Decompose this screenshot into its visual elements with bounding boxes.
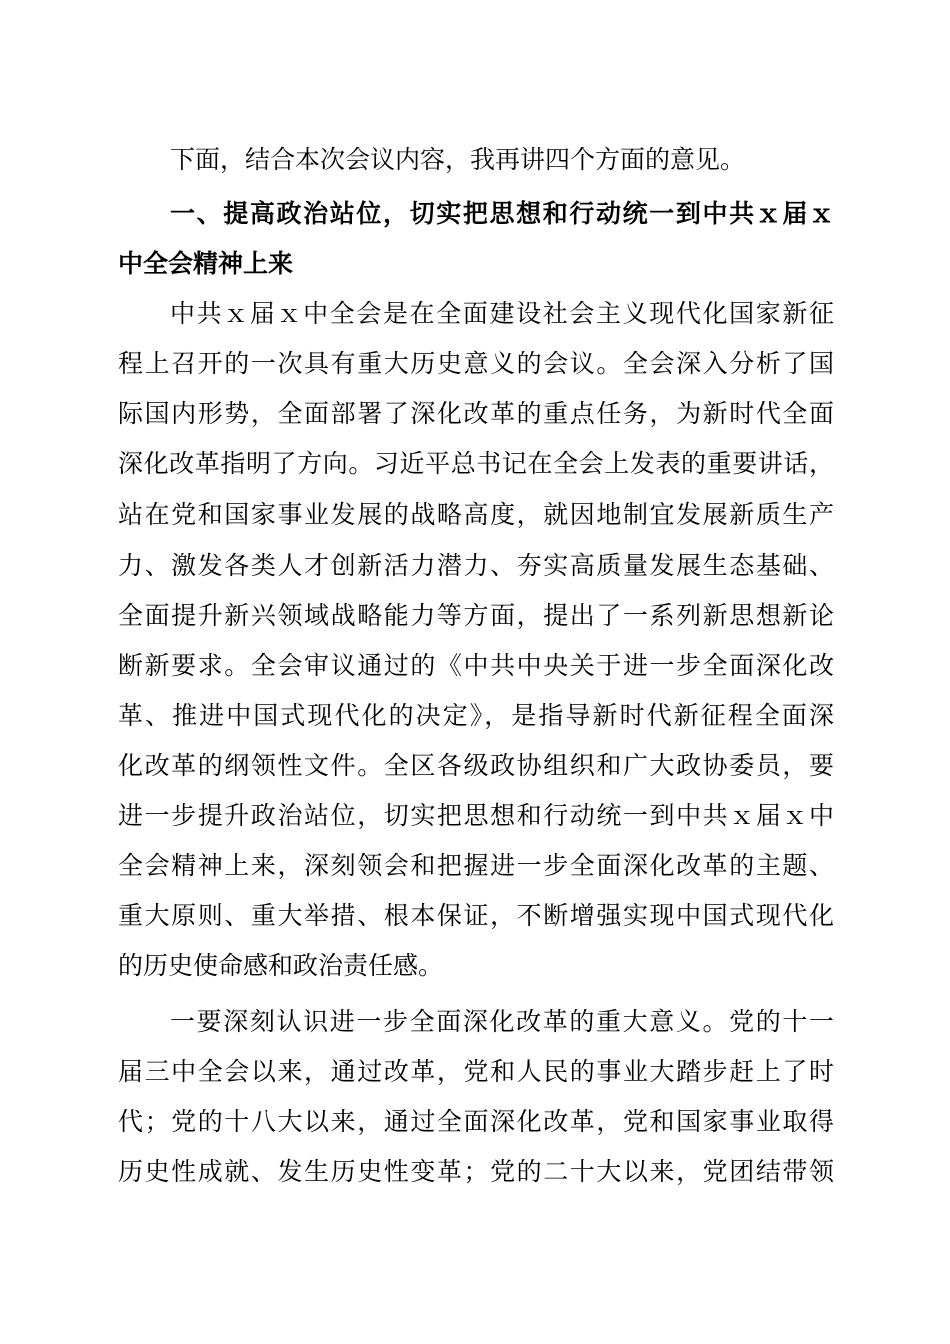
paragraph-line: 全会精神上来，深刻领会和把握进一步全面深化改革的主题、 xyxy=(118,851,834,880)
section-heading-line-2: 中全会精神上来 xyxy=(118,249,294,278)
paragraph-line: 届三中全会以来，通过改革，党和人民的事业大踏步赶上了时 xyxy=(118,1057,834,1086)
paragraph-line: 重大原则、重大举措、根本保证，不断增强实现中国式现代化 xyxy=(118,901,834,930)
paragraph-line: 进一步提升政治站位，切实把思想和行动统一到中共ｘ届ｘ中 xyxy=(118,801,834,830)
paragraph-line: 化改革的纲领性文件。全区各级政协组织和广大政协委员，要 xyxy=(118,751,834,780)
paragraph-line: 际国内形势，全面部署了深化改革的重点任务，为新时代全面 xyxy=(118,399,834,428)
paragraph-line: 中共ｘ届ｘ中全会是在全面建设社会主义现代化国家新征 xyxy=(170,299,834,328)
paragraph-line: 全面提升新兴领域战略能力等方面，提出了一系列新思想新论 xyxy=(118,601,834,630)
section-heading-line-1: 一、提高政治站位，切实把思想和行动统一到中共ｘ届ｘ xyxy=(170,199,834,228)
paragraph-line: 力、激发各类人才创新活力潜力、夯实高质量发展生态基础、 xyxy=(118,551,834,580)
paragraph-line: 程上召开的一次具有重大历史意义的会议。全会深入分析了国 xyxy=(118,349,834,378)
paragraph-line: 断新要求。全会审议通过的《中共中央关于进一步全面深化改 xyxy=(118,651,834,680)
paragraph-line: 的历史使命感和政治责任感。 xyxy=(118,951,444,980)
paragraph-line: 深化改革指明了方向。习近平总书记在全会上发表的重要讲话， xyxy=(118,449,834,478)
paragraph-line: 革、推进中国式现代化的决定》，是指导新时代新征程全面深 xyxy=(118,701,834,730)
intro-line: 下面，结合本次会议内容，我再讲四个方面的意见。 xyxy=(170,145,746,174)
paragraph-line: 代；党的十八大以来，通过全面深化改革，党和国家事业取得 xyxy=(118,1107,834,1136)
paragraph-line: 一要深刻认识进一步全面深化改革的重大意义。党的十一 xyxy=(170,1007,834,1036)
paragraph-line: 历史性成就、发生历史性变革；党的二十大以来，党团结带领 xyxy=(118,1157,834,1186)
paragraph-line: 站在党和国家事业发展的战略高度，就因地制宜发展新质生产 xyxy=(118,500,834,529)
